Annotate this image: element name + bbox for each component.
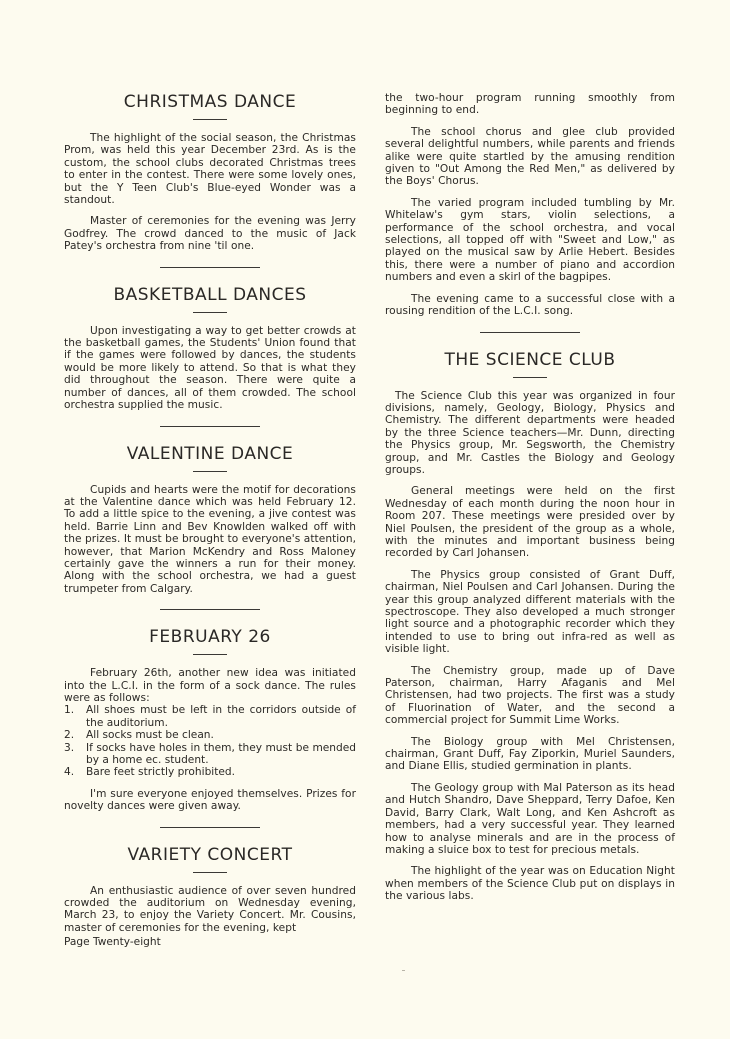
paragraph: The school chorus and glee club provided several delightful numbers, while parents and friends alike were quite startled by the amusing rendition given to "Out Among the Red Men," as delivered by the Boys' Chorus. [385,125,675,188]
section-title: VARIETY CONCERT [127,844,293,865]
paragraph: The evening came to a successful close with a rousing rendition of the L.C.I. song. [385,292,675,318]
variety-concert-continued [385,92,675,318]
rule-number: 3. [64,741,75,754]
section-title: CHRISTMAS DANCE [123,92,297,112]
rule-item [64,742,356,767]
paragraph: The Physics group consisted of Grant Duff, chairman, Niel Poulsen and Carl Johansen. During the year this group analyzed different materials with the spectroscope. They also developed a much stronger light source and a photographic recorder which they intended to use to bring out infra-red as well as visible light. [385,568,675,656]
title-underline [193,471,227,472]
section-divider [480,332,580,333]
title-underline [193,119,227,120]
paragraph: The Science Club this year was organized in four divisions, namely, Geology, Biology, Physics and Chemistry. The different departments were headed by the three Science teachers—Mr. Dunn, directing the Physics group, Mr. Segsworth, the Chemistry group, and Mr. Castles the Biology and Geology groups. [385,389,675,476]
paragraph: The highlight of the year was on Education Night when members of the Science Club put on displays in the various labs. [385,865,675,903]
rule-item [64,766,356,778]
rule-item [64,704,356,729]
paragraph: The varied program included tumbling by Mr. Whitelaw's gym stars, violin selections, a performance of the school orchestra, and vocal selections, all topped off with "Sweet and Low," as played on the musical saw by Arlie Hebert. Besides this, there were a number of piano and accordion numbers and even a skirl of the bagpipes. [385,196,675,284]
paragraph: The Biology group with Mel Christensen, chairman, Grant Duff, Fay Ziporkin, Muriel Saunders, and Diane Ellis, studied germination in plants. [385,735,675,773]
rule-number: 1. [64,704,75,717]
section-title: FEBRUARY 26 [149,627,271,648]
paragraph: General meetings were held on the first Wednesday of each month during the noon hour in Room 207. These meetings were presided over by Niel Poulsen, the president of the group as a whole, with the minutes and important business being recorded by Carl Johansen. [385,485,675,560]
right-column [385,92,675,912]
paper-speck [402,970,405,971]
paragraph: The Geology group with Mal Paterson as its head and Hutch Shandro, Dave Sheppard, Terry Dafoe, Ken David, Barry Clark, Walt Long, and Ken Ashcroft as members, had a very successful year. They learned how to analyse minerals and are in the process of making a sluice box to test for precious metals. [385,781,675,856]
paragraph: February 26th, another new idea was initiated into the L.C.I. in the form of a sock dance. The rules were as follows: [64,667,356,704]
paragraph: I'm sure everyone enjoyed themselves. Prizes for novelty dances were given away. [64,787,356,813]
variety-concert-section [64,845,356,935]
rule-number: 2. [64,729,75,742]
title-underline [513,377,547,378]
valentine-dance-section [64,444,356,596]
title-underline [193,872,227,873]
paragraph: An enthusiastic audience of over seven hundred crowded the auditorium on Wednesday evening, March 23, to enjoy the Variety Concert. Mr. Cousins, master of ceremonies for the evening, kept [64,884,356,934]
rule-text: If socks have holes in them, they must be mended by a home ec. student. [86,741,356,766]
paragraph: Upon investigating a way to get better crowds at the basketball games, the Students' Union found that if the games were followed by dances, the students would be more likely to attend. So that is what they did throughout the season. There were quite a number of dances, all of them crowded. The school orchestra supplied the music. [64,324,356,412]
paragraph: The highlight of the social season, the Christmas Prom, was held this year December 23rd. As is the custom, the school clubs decorated Christmas trees to enter in the contest. There were some lovely ones, but the Y Teen Club's Blue-eyed Wonder was a standout. [64,132,356,207]
section-title: VALENTINE DANCE [126,443,294,464]
section-divider [160,827,260,828]
section-divider [160,267,260,268]
rule-item [64,729,356,741]
section-divider [160,609,260,610]
paragraph: The Chemistry group, made up of Dave Paterson, chairman, Harry Afaganis and Mel Christensen, had two projects. The first was a study of Fluorination of Water, and the second a commercial project for Summit Lime Works. [385,664,675,727]
sock-dance-rules-list [64,704,356,778]
paragraph: Cupids and hearts were the motif for decorations at the Valentine dance which was held February 12. To add a little spice to the evening, a jive contest was held. Barrie Linn and Bev Knowlden walked off with the prizes. It must be brought to everyone's attention, however, that Marion McKendry and Ross Maloney certainly gave the winners a run for their money. Along with the school orchestra, we had a guest trumpeter from Calgary. [64,483,356,595]
christmas-dance-section [64,92,356,253]
section-title: BASKETBALL DANCES [113,284,307,305]
february-26-section [64,627,356,812]
title-underline [193,654,227,655]
rule-text: All shoes must be left in the corridors outside of the auditorium. [86,704,356,729]
title-underline [193,312,227,313]
paragraph: Master of ceremonies for the evening was Jerry Godfrey. The crowd danced to the music of Jack Patey's orchestra from nine 'til one. [64,215,356,253]
section-title: THE SCIENCE CLUB [444,349,616,370]
paragraph-continuation: the two-hour program running smoothly from beginning to end. [385,92,675,117]
rule-text: Bare feet strictly prohibited. [86,766,236,779]
basketball-dances-section [64,285,356,412]
left-column [64,92,356,943]
rule-number: 4. [64,766,75,779]
page-number: Page Twenty-eight [64,936,161,948]
science-club-section [385,350,675,903]
rule-text: All socks must be clean. [86,729,214,742]
section-divider [160,426,260,427]
